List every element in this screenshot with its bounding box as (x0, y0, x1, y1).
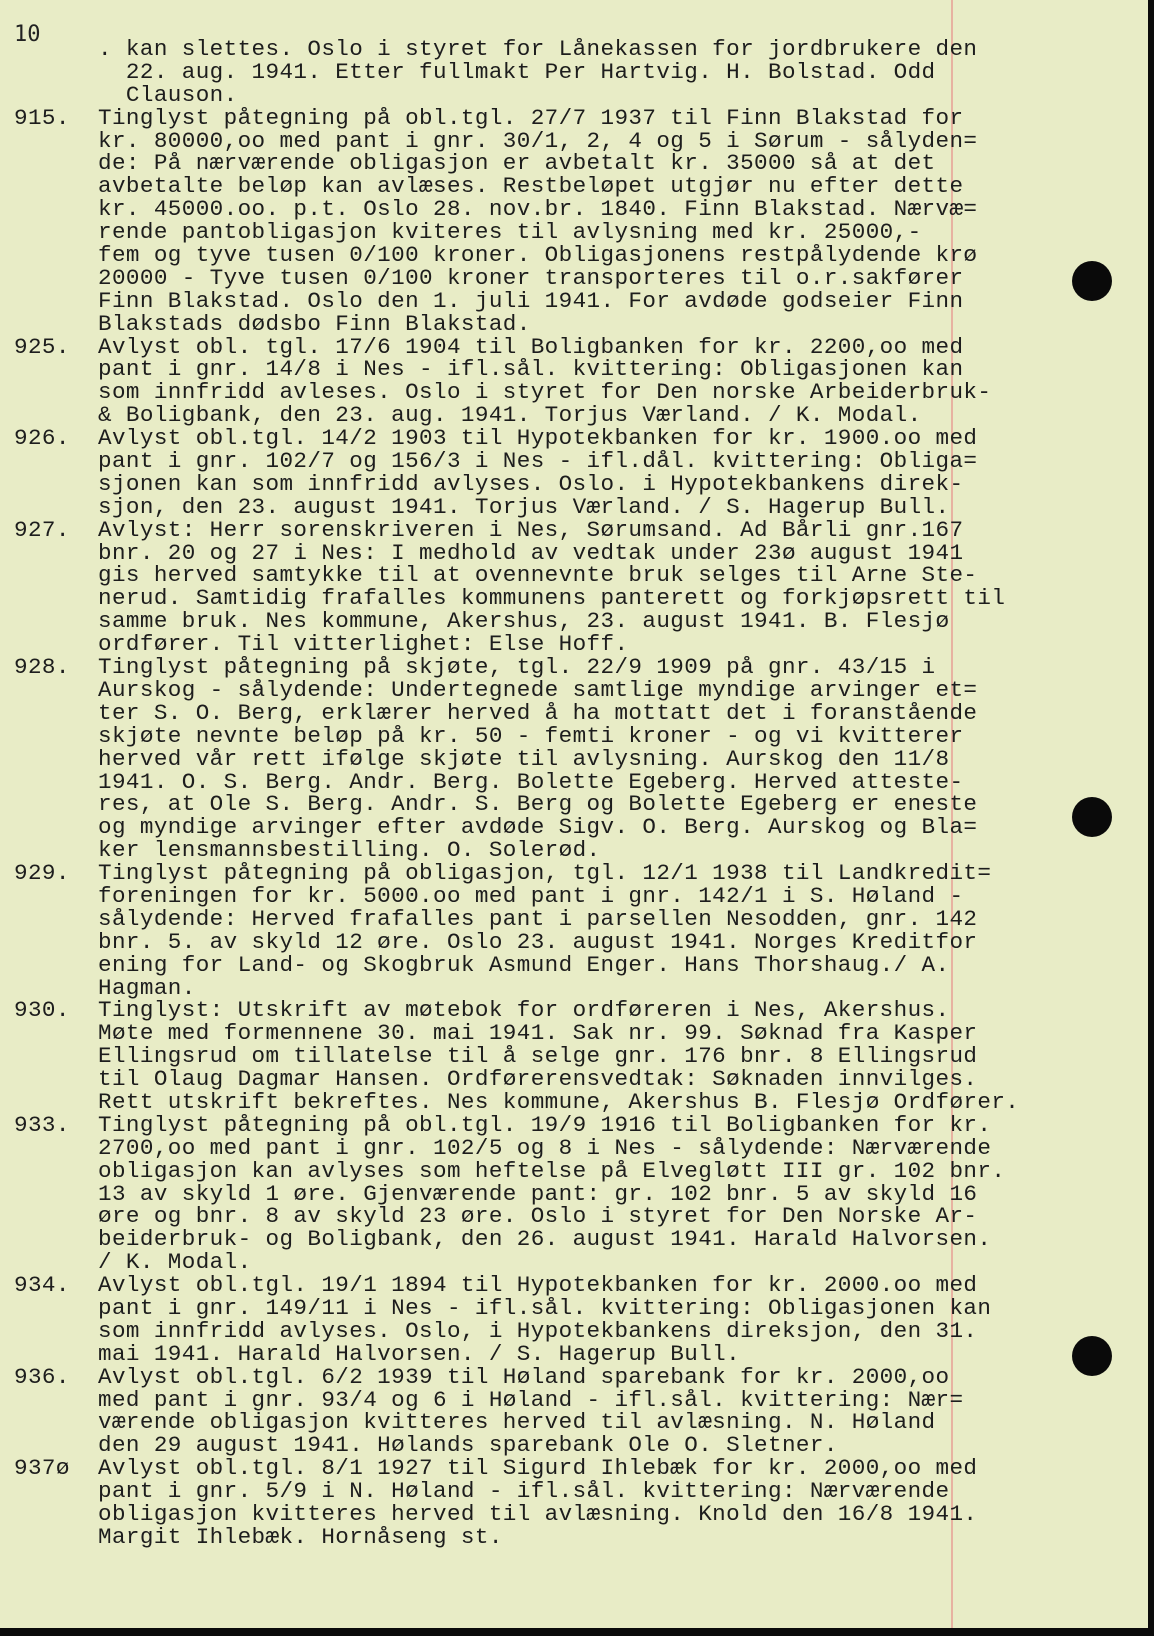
entry-line (14, 127, 1004, 154)
entry-line (14, 610, 1004, 633)
entry-line (14, 1340, 1004, 1367)
entry-text: obligasjon kan avlyses som heftelse på Elvegløtt III gr. 102 bnr. (98, 1157, 1006, 1184)
entry-line (14, 287, 1004, 314)
entry-line (14, 951, 1004, 978)
entry-text: 13 av skyld 1 øre. Gjenværende pant: gr. 102 bnr. 5 av skyld 16 (98, 1180, 978, 1207)
entry-number: 934. (14, 1272, 70, 1299)
entry-line (14, 1157, 1006, 1184)
entry-text: Hagman. (98, 974, 196, 1001)
entry-text: skjøte nevnte beløp på kr. 50 - femti kroner - og vi kvitterer (98, 722, 964, 749)
entry-line-numbered (14, 427, 1004, 450)
entry-text: sjon, den 23. august 1941. Torjus Værland. / S. Hagerup Bull. (98, 493, 950, 520)
entry-number: 926. (14, 425, 70, 452)
entry-line (14, 1317, 1004, 1344)
entry-line-numbered (14, 516, 1004, 543)
entry-line (14, 882, 1004, 909)
entry-line-numbered (14, 1457, 1004, 1480)
entry-text: samme bruk. Nes kommune, Akershus, 23. august 1941. B. Flesjø (98, 608, 950, 635)
entry-number: 933. (14, 1111, 70, 1138)
entry-line (14, 1180, 1004, 1207)
entry-text: beiderbruk- og Boligbank, den 26. august 1941. Harald Halvorsen. (98, 1226, 992, 1253)
entry-text: pant i gnr. 102/7 og 156/3 i Nes - ifl.dål. kvittering: Obliga= (98, 448, 978, 475)
entry-text: og myndige arvinger efter avdøde Sigv. O. Berg. Aurskog og Bla= (98, 814, 978, 841)
entry-text: obligasjon kvitteres herved til avlæsning. Knold den 16/8 1941. (98, 1501, 978, 1527)
entry-line (14, 539, 1004, 566)
entry-line (14, 81, 1004, 108)
entry-text: ordfører. Til vitterlighet: Else Hoff. (98, 631, 629, 658)
entry-text: Avlyst obl.tgl. 8/1 1927 til Sigurd Ihlebæk for kr. 2000,oo med (98, 1455, 978, 1482)
entry-line (14, 1205, 1004, 1228)
entry-text: ter S. O. Berg, erklærer herved å ha mottatt det i foranstående (98, 699, 978, 726)
entry-text: pant i gnr. 14/8 i Nes - ifl.sål. kvittering: Obligasjonen kan (98, 356, 964, 383)
entry-text: Avlyst obl. tgl. 17/6 1904 til Boligbanken for kr. 2200,oo med (98, 333, 964, 360)
entry-text: Ellingsrud om tillatelse til å selge gnr. 176 bnr. 8 Ellingsrud (98, 1043, 978, 1070)
entry-line (14, 244, 1004, 267)
entry-line-numbered (14, 333, 1004, 360)
entry-number: 925. (14, 333, 70, 360)
entry-text: Blakstads dødsbo Finn Blakstad. (98, 310, 531, 337)
entry-text: ker lensmannsbestilling. O. Solerød. (98, 837, 601, 864)
entry-line (14, 1088, 1020, 1115)
entry-line (14, 587, 1004, 610)
entry-line (14, 221, 1004, 244)
entry-line (14, 1411, 1004, 1434)
entry-line-numbered (14, 1363, 1004, 1390)
entry-number: 927. (14, 516, 70, 543)
entry-line-numbered (14, 862, 1004, 885)
punch-hole (1072, 261, 1112, 301)
entry-text: herved vår rett ifølge skjøte til avlysning. Aurskog den 11/8 (98, 745, 950, 772)
entry-text: Margit Ihlebæk. Hornåseng st. (98, 1523, 503, 1550)
entry-line (14, 175, 1004, 198)
entry-text: mai 1941. Harald Halvorsen. / S. Hagerup Bull. (98, 1340, 741, 1367)
entry-text: øre og bnr. 8 av skyld 23 øre. Oslo i styret for Den Norske Ar- (98, 1203, 978, 1230)
entry-line (14, 1503, 1004, 1526)
entry-text: sålydende: Herved frafalles pant i parsellen Nesodden, gnr. 142 (98, 905, 978, 932)
entry-line (14, 633, 1004, 656)
entry-line (14, 1068, 1004, 1091)
entry-line (14, 1251, 1004, 1274)
punch-hole (1072, 797, 1112, 837)
entry-line (14, 768, 1004, 795)
entry-line (14, 404, 1004, 427)
entry-line (14, 1434, 1004, 1457)
entry-text: Avlyst: Herr sorenskriveren i Nes, Sørumsand. Ad Bårli gnr.167 (98, 516, 964, 543)
entry-text: til Olaug Dagmar Hansen. Ordførerensvedtak: Søknaden innvilges. (98, 1066, 978, 1093)
entry-line (14, 564, 1004, 587)
punch-hole (1072, 1336, 1112, 1376)
entry-number: 915. (14, 104, 70, 131)
entry-line (14, 928, 1004, 955)
entry-line (14, 1386, 1004, 1413)
scan-border-bottom (0, 1628, 1154, 1636)
page-number: 10 (14, 22, 41, 47)
entry-line (14, 839, 1004, 862)
entry-line (14, 745, 1004, 772)
entry-text: som innfridd avlyses. Oslo, i Hypotekbankens direksjon, den 31. (98, 1317, 978, 1344)
entry-line-numbered (14, 1274, 1004, 1297)
entry-line (14, 198, 1004, 221)
entry-line (14, 450, 1004, 473)
entry-text: 2700,oo med pant i gnr. 102/5 og 8 i Nes - sålydende: Nærværende (98, 1134, 992, 1161)
entry-text: Avlyst obl.tgl. 6/2 1939 til Høland sparebank for kr. 2000,oo (98, 1363, 950, 1390)
entry-number: 929. (14, 860, 70, 887)
entry-text: bnr. 5. av skyld 12 øre. Oslo 23. august 1941. Norges Kreditfor (98, 928, 978, 955)
entry-line (14, 358, 1004, 381)
entry-text: med pant i gnr. 93/4 og 6 i Høland - ifl.sål. kvittering: Nær= (98, 1386, 964, 1413)
scan-border-right (1148, 0, 1154, 1636)
entry-number: 937ø (14, 1455, 70, 1482)
entry-text: / K. Modal. (98, 1249, 252, 1276)
entry-text: som innfridd avleses. Oslo i styret for Den norske Arbeiderbruk- (98, 379, 992, 406)
entry-line (14, 676, 1004, 703)
entry-text: Avlyst obl.tgl. 14/2 1903 til Hypotekbanken for kr. 1900.oo med (98, 425, 978, 452)
entry-line (14, 905, 1004, 932)
entry-text: kr. 80000,oo med pant i gnr. 30/1, 2, 4 og 5 i Sørum - sålyden= (98, 127, 978, 154)
entry-text: Finn Blakstad. Oslo den 1. juli 1941. For avdøde godseier Finn (98, 287, 964, 314)
entry-line (14, 816, 1004, 839)
entry-number: 936. (14, 1363, 70, 1390)
entry-text: Møte med formennene 30. mai 1941. Sak nr. 99. Søknad fra Kasper (98, 1020, 978, 1047)
entry-number: 928. (14, 654, 70, 681)
entry-text: bnr. 20 og 27 i Nes: I medhold av vedtak under 23ø august 1941 (98, 539, 964, 566)
entry-text: ening for Land- og Skogbruk Asmund Enger. Hans Thorshaug./ A. (98, 951, 950, 978)
entry-line (14, 1134, 1004, 1161)
entry-text: & Boligbank, den 23. aug. 1941. Torjus Værland. / K. Modal. (98, 402, 922, 429)
entry-number: 930. (14, 997, 70, 1024)
entry-text: gis herved samtykke til at ovennevnte bruk selges til Arne Ste- (98, 562, 978, 589)
entry-line (14, 1045, 1004, 1068)
ledger-text (14, 36, 1020, 1550)
entry-text: avbetalte beløp kan avlæses. Restbeløpet utgjør nu efter dette (98, 173, 964, 200)
entry-text: Tinglyst påtegning på obligasjon, tgl. 12/1 1938 til Landkredit= (98, 860, 992, 887)
entry-text: Rett utskrift bekreftes. Nes kommune, Akershus B. Flesjø Ordfører. (98, 1088, 1020, 1115)
entry-line (14, 58, 1004, 85)
entry-text: værende obligasjon kvitteres herved til avlæsning. N. Høland (98, 1409, 936, 1436)
entry-text: pant i gnr. 5/9 i N. Høland - ifl.sål. kvittering: Nærværende (98, 1478, 950, 1505)
entry-text: foreningen for kr. 5000.oo med pant i gnr. 142/1 i S. Høland - (98, 882, 964, 909)
entry-text: 22. aug. 1941. Etter fullmakt Per Hartvig. H. Bolstad. Odd (98, 58, 936, 85)
entry-text: 20000 - Tyve tusen 0/100 kroner transporteres til o.r.sakfører (98, 264, 964, 291)
entry-text: kr. 45000.oo. p.t. Oslo 28. nov.br. 1840. Finn Blakstad. Nærvæ= (98, 196, 978, 223)
entry-line (14, 493, 1004, 520)
entry-text: de: På nærværende obligasjon er avbetalt kr. 35000 så at det (98, 150, 936, 177)
entry-line (14, 264, 1004, 291)
entry-line-numbered (14, 104, 1004, 131)
entry-line (14, 470, 1004, 497)
entry-line-numbered (14, 656, 1004, 679)
entry-text: Tinglyst påtegning på skjøte, tgl. 22/9 1909 på gnr. 43/15 i (98, 654, 936, 681)
entry-line (14, 1228, 1004, 1251)
entry-line (14, 381, 1004, 404)
entry-text: Clauson. (98, 81, 238, 108)
entry-line (14, 1523, 1004, 1550)
entry-text: nerud. Samtidig frafalles kommunens panterett og forkjøpsrett til (98, 585, 1006, 612)
entry-text: rende pantobligasjon kviteres til avlysning med kr. 25000,- (98, 219, 922, 246)
entry-line (14, 974, 1004, 1001)
entry-text: res, at Ole S. Berg. Andr. S. Berg og Bolette Egeberg er eneste (98, 791, 978, 818)
entry-line (14, 722, 1004, 749)
entry-text: Aurskog - sålydende: Undertegnede samtlige myndige arvinger et= (98, 676, 978, 703)
entry-line (14, 38, 1004, 61)
entry-line (14, 152, 1004, 175)
entry-line-numbered (14, 1111, 1004, 1138)
entry-text: fem og tyve tusen 0/100 kroner. Obligasjonens restpålydende krø (98, 242, 978, 269)
entry-text: . kan slettes. Oslo i styret for Lånekassen for jordbrukere den (98, 36, 978, 62)
entry-text: Tinglyst påtegning på obl.tgl. 19/9 1916 til Boligbanken for kr. (98, 1111, 992, 1138)
entry-text: Tinglyst påtegning på obl.tgl. 27/7 1937 til Finn Blakstad for (98, 104, 964, 131)
entry-line (14, 1480, 1004, 1503)
entry-line (14, 793, 1004, 816)
entry-text: 1941. O. S. Berg. Andr. Berg. Bolette Egeberg. Herved atteste- (98, 768, 964, 795)
entry-line (14, 1022, 1004, 1045)
entry-text: Avlyst obl.tgl. 19/1 1894 til Hypotekbanken for kr. 2000.oo med (98, 1272, 978, 1299)
entry-text: Tinglyst: Utskrift av møtebok for ordføreren i Nes, Akershus. (98, 997, 950, 1024)
entry-text: sjonen kan som innfridd avlyses. Oslo. i Hypotekbankens direk- (98, 470, 964, 497)
entry-line (14, 699, 1004, 726)
entry-line (14, 1294, 1004, 1321)
entry-line (14, 310, 1004, 337)
entry-text: den 29 august 1941. Hølands sparebank Ole O. Sletner. (98, 1432, 838, 1459)
entry-text: pant i gnr. 149/11 i Nes - ifl.sål. kvittering: Obligasjonen kan (98, 1294, 992, 1321)
entry-line-numbered (14, 999, 1004, 1022)
